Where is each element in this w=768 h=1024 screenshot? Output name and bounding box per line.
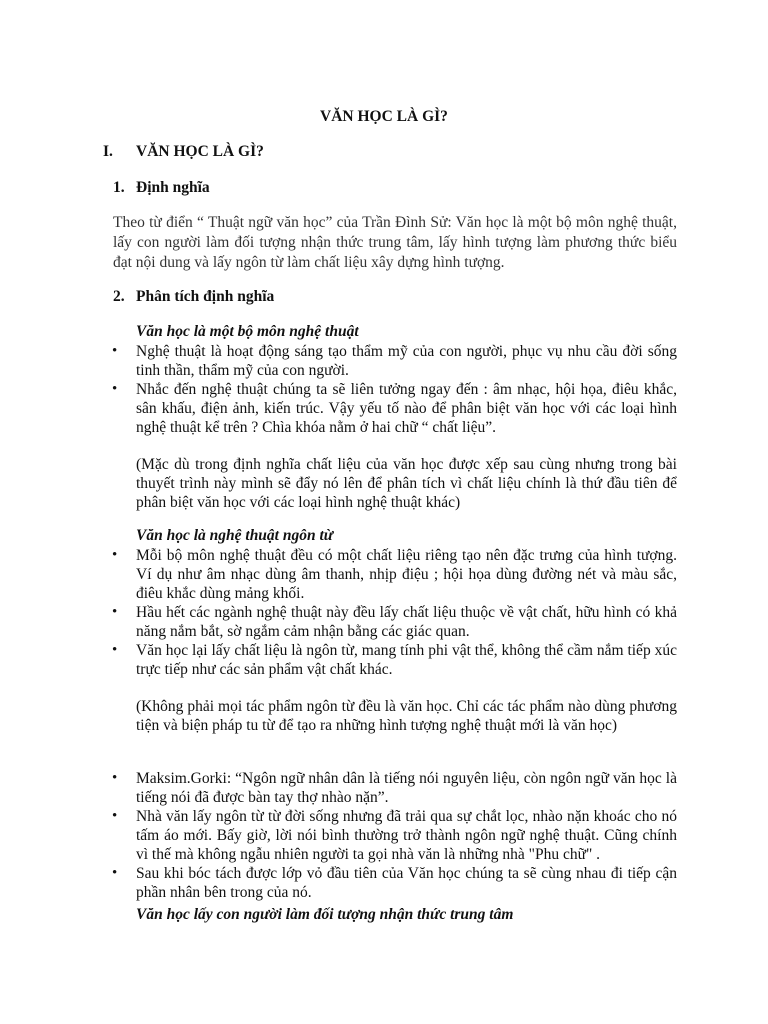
list-item (0, 380, 768, 437)
bullet-list-art (0, 342, 768, 437)
list-item (0, 342, 768, 380)
bullet-icon: • (112, 770, 118, 786)
note-paragraph-literary-works: (Không phải mọi tác phẩm ngôn từ đều là văn học. Chỉ các tác phẩm nào dùng phương tiện và biện pháp tu từ để tạo ra những hình tượng nghệ thuật mới là văn học) (136, 698, 677, 734)
bullet-icon: • (112, 642, 118, 658)
list-item-text: Sau khi bóc tách được lớp vỏ đầu tiên của Văn học chúng ta sẽ cùng nhau đi tiếp cận phần nhân bên trong của nó. (136, 865, 677, 901)
list-item (0, 603, 768, 641)
list-item (0, 546, 768, 603)
definition-paragraph: Theo từ điển “ Thuật ngữ văn học” của Trần Đình Sử: Văn học là một bộ môn nghệ thuật, lấy con người làm đối tượng nhận thức trung tâm, lấy hình tượng làm phương thức biểu đạt nội dung và lấy ngôn từ làm chất liệu xây dựng hình tượng. (113, 214, 677, 271)
list-item-text: Văn học lại lấy chất liệu là ngôn từ, mang tính phi vật thể, không thể cầm nắm tiếp xúc trực tiếp như các sản phẩm vật chất khác. (136, 642, 677, 678)
subsection-number: 2. (113, 288, 125, 305)
list-item (0, 769, 768, 807)
italic-heading-art: Văn học là một bộ môn nghệ thuật (136, 323, 359, 340)
bullet-icon: • (112, 604, 118, 620)
bullet-list-language (0, 546, 768, 679)
list-item-text: Nhà văn lấy ngôn từ từ đời sống nhưng đã trải qua sự chắt lọc, nhào nặn khoác cho nó tấm áo mới. Bấy giờ, lời nói bình thường trở thành ngôn ngữ nghệ thuật. Cũng chính vì thế mà không ngẫu nhiên người ta gọi nhà văn là những nhà "Phu chữ" . (136, 808, 677, 863)
italic-heading-language: Văn học là nghệ thuật ngôn từ (136, 527, 334, 544)
list-item-text: Nghệ thuật là hoạt động sáng tạo thẩm mỹ của con người, phục vụ nhu cầu đời sống tinh thần, thẩm mỹ của con người. (136, 343, 677, 379)
subsection-number: 1. (113, 179, 125, 196)
document-title: VĂN HỌC LÀ GÌ? (320, 108, 448, 125)
list-item-text: Maksim.Gorki: “Ngôn ngữ nhân dân là tiếng nói nguyên liệu, còn ngôn ngữ văn học là tiếng nói đã được bàn tay thợ nhào nặn”. (136, 770, 677, 806)
list-item (0, 641, 768, 679)
list-item-text: Hầu hết các ngành nghệ thuật này đều lấy chất liệu thuộc về vật chất, hữu hình có khả năng nắm bắt, sờ ngắm cảm nhận bằng các giác quan. (136, 604, 677, 640)
bullet-icon: • (112, 808, 118, 824)
section-title: VĂN HỌC LÀ GÌ? (136, 143, 264, 160)
bullet-icon: • (112, 381, 118, 397)
list-item-text: Nhắc đến nghệ thuật chúng ta sẽ liên tưởng ngay đến : âm nhạc, hội họa, điêu khắc, sân khấu, điện ảnh, kiến trúc. Vậy yếu tố nào để phân biệt văn học với các loại hình nghệ thuật kể trên ? Chìa khóa nằm ở hai chữ “ chất liệu”. (136, 381, 677, 436)
bullet-list-gorki (0, 769, 768, 902)
bullet-icon: • (112, 343, 118, 359)
italic-heading-human-subject: Văn học lấy con người làm đối tượng nhận thức trung tâm (136, 906, 514, 923)
list-item (0, 807, 768, 864)
subsection-title: Phân tích định nghĩa (136, 288, 275, 305)
subsection-title: Định nghĩa (136, 179, 210, 196)
bullet-icon: • (112, 547, 118, 563)
note-paragraph-material: (Mặc dù trong định nghĩa chất liệu của văn học được xếp sau cùng nhưng trong bài thuyết trình này mình sẽ đẩy nó lên để phân tích vì chất liệu chính là thứ đầu tiên để phân biệt văn học với các loại hình nghệ thuật khác) (136, 456, 677, 511)
section-number: I. (103, 143, 113, 160)
list-item-text: Mỗi bộ môn nghệ thuật đều có một chất liệu riêng tạo nên đặc trưng của hình tượng. Ví dụ như âm nhạc dùng âm thanh, nhịp điệu ; hội họa dùng đường nét và màu sắc, điêu khắc dùng mảng khối. (136, 547, 677, 602)
bullet-icon: • (112, 865, 118, 881)
list-item (0, 864, 768, 902)
